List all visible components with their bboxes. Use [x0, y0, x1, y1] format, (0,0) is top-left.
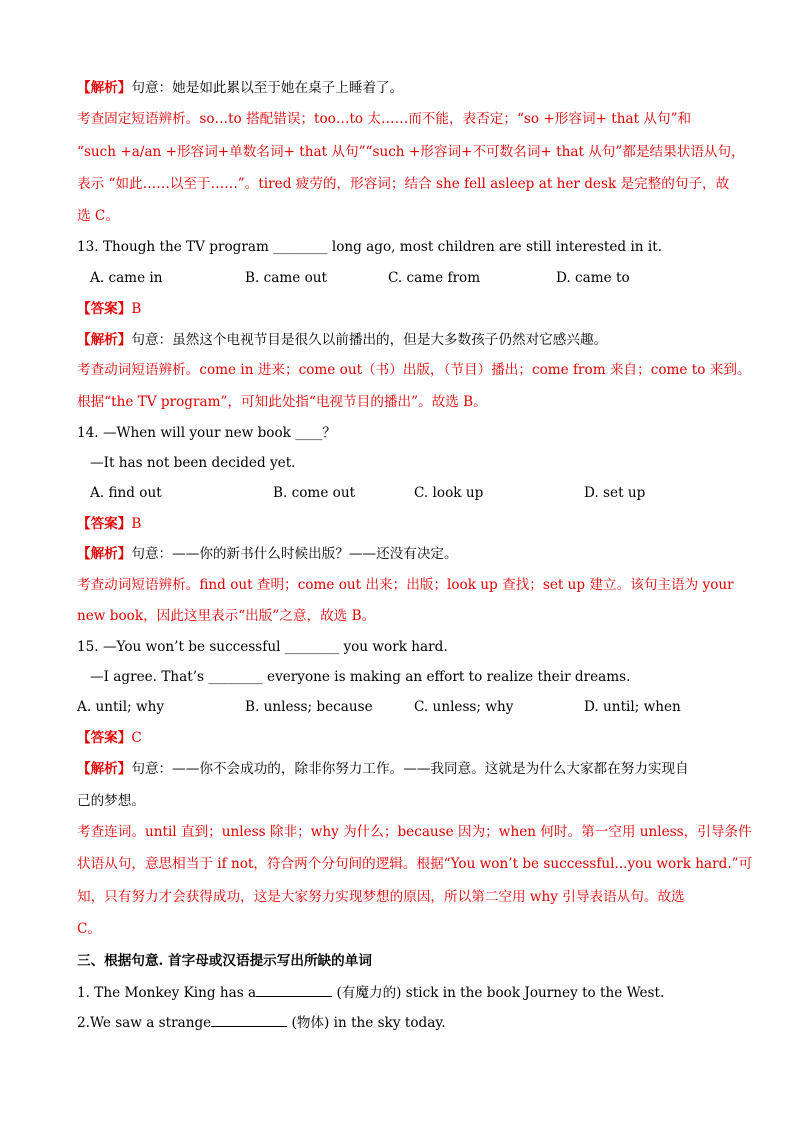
- question-14-reply: —It has not been decided yet.: [90, 455, 296, 471]
- explain-label: 【解析】: [77, 761, 132, 777]
- fill-item-2: [77, 1012, 446, 1033]
- explain-line: 考查固定短语辨析。so…to 搭配错误；too…to 太……而不能，表否定；“so +形容词+ that 从句”和: [77, 111, 692, 127]
- explain-line: 表示 “如此……以至于……”。tired 疲劳的，形容词；结合 she fell asleep at her desk 是完整的句子，故: [77, 176, 730, 192]
- explain-translation: 句意：——你的新书什么时候出版？——还没有决定。: [131, 546, 458, 562]
- explain-line: 根据“the TV program”，可知此处指“电视节目的播出”。故选 B。: [77, 394, 487, 410]
- answer: [77, 728, 142, 748]
- explain-label: 【解析】: [77, 332, 132, 348]
- explain-line: C。: [77, 921, 101, 937]
- option-b: B. came out: [245, 270, 328, 286]
- option-a: A. came in: [90, 270, 163, 286]
- q15-explanation: [77, 759, 689, 779]
- option-a: A. find out: [90, 485, 162, 501]
- question-14-stem: 14. —When will your new book ____？: [77, 425, 336, 441]
- question-15-reply: —I agree. That’s ________ everyone is making an effort to realize their dreams.: [90, 669, 631, 685]
- answer-value: B: [131, 301, 142, 317]
- option-a: A. until; why: [77, 699, 165, 715]
- explain-translation: 句意：她是如此累以至于她在桌子上睡着了。: [131, 80, 404, 96]
- explain-line: 选 C。: [77, 208, 119, 224]
- option-d: D. until; when: [584, 699, 681, 715]
- fill-item-hint: (物体) in the sky today.: [287, 1015, 446, 1031]
- question-13-stem: 13. Though the TV program ________ long ago, most children are still interested in it.: [77, 239, 663, 255]
- explain-label: 【解析】: [77, 546, 132, 562]
- fill-item-1: [77, 982, 664, 1003]
- explain-line: 状语从句，意思相当于 if not，符合两个分句间的逻辑。根据“You won’t be successful...you work hard.”可: [77, 856, 753, 872]
- answer-value: C: [131, 730, 142, 746]
- question-15-stem: 15. —You won’t be successful ________ you work hard.: [77, 639, 448, 655]
- q12-explanation: [77, 78, 403, 98]
- answer: [77, 299, 141, 319]
- explain-translation-cont: 己的梦想。: [77, 793, 145, 809]
- explain-translation: 句意：虽然这个电视节目是很久以前播出的，但是大多数孩子仍然对它感兴趣。: [131, 332, 608, 348]
- q14-explanation: [77, 544, 458, 564]
- answer: [77, 514, 141, 534]
- explain-line: 考查连词。until 直到；unless 除非；why 为什么；because 因为；when 何时。第一空用 unless，引导条件: [77, 824, 752, 840]
- fill-item-hint: (有魔力的) stick in the book Journey to the West.: [332, 985, 665, 1001]
- explain-translation: 句意：——你不会成功的，除非你努力工作。——我同意。这就是为什么大家都在努力实现自: [131, 761, 689, 777]
- answer-label: 【答案】: [77, 730, 132, 746]
- option-b: B. come out: [273, 485, 356, 501]
- fill-item-text: 1. The Monkey King has a: [77, 985, 257, 1001]
- option-c: C. look up: [414, 485, 484, 501]
- answer-value: B: [131, 516, 142, 532]
- option-d: D. came to: [556, 270, 630, 286]
- explain-line: 知，只有努力才会获得成功，这是大家努力实现梦想的原因，所以第二空用 why 引导表语从句。故选: [77, 889, 685, 905]
- option-d: D. set up: [584, 485, 646, 501]
- q13-explanation: [77, 330, 607, 350]
- section-heading: 三、根据句意. 首字母或汉语提示写出所缺的单词: [77, 953, 372, 969]
- explain-line: “such +a/an +形容词+单数名词+ that 从句”“such +形容词+不可数名词+ that 从句”都是结果状语从句，: [77, 144, 745, 160]
- answer-blank[interactable]: [256, 982, 332, 997]
- explain-label: 【解析】: [77, 80, 132, 96]
- option-c: C. came from: [388, 270, 481, 286]
- answer-label: 【答案】: [77, 516, 132, 532]
- option-b: B. unless; because: [245, 699, 373, 715]
- explain-line: 考查动词短语辨析。find out 查明；come out 出来；出版；look up 查找；set up 建立。该句主语为 your: [77, 577, 734, 593]
- explain-line: new book，因此这里表示“出版”之意，故选 B。: [77, 608, 376, 624]
- answer-blank[interactable]: [211, 1012, 287, 1027]
- explain-line: 考查动词短语辨析。come in 进来；come out（书）出版，（节目）播出；come from 来自；come to 来到。: [77, 362, 751, 378]
- answer-label: 【答案】: [77, 301, 132, 317]
- fill-item-text: 2.We saw a strange: [77, 1015, 212, 1031]
- option-c: C. unless; why: [414, 699, 514, 715]
